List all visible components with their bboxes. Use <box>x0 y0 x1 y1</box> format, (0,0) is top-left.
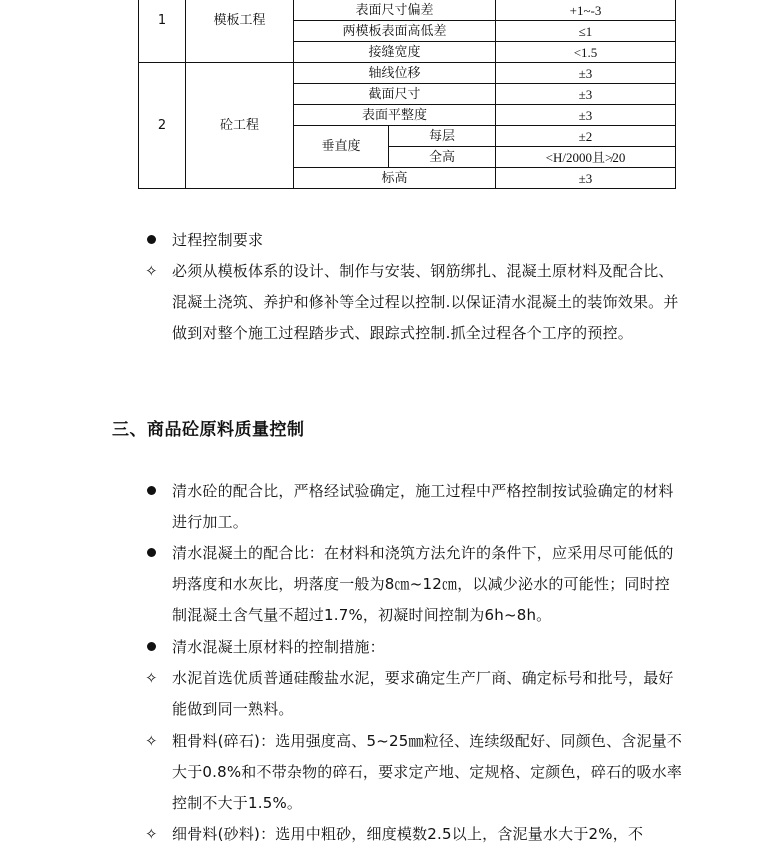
list-item <box>144 663 684 725</box>
tolerance-value: <1.5 <box>496 42 676 63</box>
list-item <box>144 819 684 850</box>
check-item: 表面尺寸偏差 <box>294 0 496 21</box>
list-item-text: 水泥首选优质普通硅酸盐水泥，要求确定生产厂商、确定标号和批号，最好能做到同一熟料。 <box>172 669 674 718</box>
section-heading: 三、商品砼原料质量控制 <box>112 420 305 440</box>
tolerance-table <box>138 0 676 189</box>
diamond-bullet-icon: ✧ <box>145 262 158 280</box>
check-subitem: 每层 <box>389 126 496 147</box>
list-item-text: 清水混凝土原材料的控制措施： <box>172 638 385 656</box>
check-item: 标高 <box>294 168 496 189</box>
check-item: 截面尺寸 <box>294 84 496 105</box>
process-body: 必须从模板体系的设计、制作与安装、钢筋绑扎、混凝土原材料及配合比、混凝土浇筑、养护和修补等全过程以控制.以保证清水混凝土的装饰效果。并做到对整个施工过程踏步式、跟踪式控制.抓全过程各个工序的预控。 <box>172 262 679 342</box>
tolerance-value: ±3 <box>496 105 676 126</box>
list-item <box>144 538 684 631</box>
tolerance-value: +1~-3 <box>496 0 676 21</box>
project-name: 砼工程 <box>186 63 294 189</box>
list-item-text: 清水砼的配合比，严格经试验确定，施工过程中严格控制按试验确定的材料进行加工。 <box>172 482 674 531</box>
check-item: 表面平整度 <box>294 105 496 126</box>
row-number: 1 <box>139 0 186 63</box>
check-item: 两模板表面高低差 <box>294 21 496 42</box>
list-item <box>144 632 684 663</box>
tolerance-value: ≤1 <box>496 21 676 42</box>
project-name: 模板工程 <box>186 0 294 63</box>
tolerance-value: ±3 <box>496 84 676 105</box>
table-row <box>139 63 676 84</box>
bullet-icon <box>144 632 164 663</box>
tolerance-value: <H/2000且≯20 <box>496 147 676 168</box>
diamond-bullet-icon: ✧ <box>145 732 158 750</box>
list-item-text: 粗骨料(碎石)：选用强度高、5~25㎜粒径、连续级配好、同颜色、含泥量不大于0.8%和不带杂物的碎石，要求定产地、定规格、定颜色，碎石的吸水率控制不大于1.5%。 <box>172 732 683 812</box>
bullet-icon <box>144 538 164 569</box>
check-item: 轴线位移 <box>294 63 496 84</box>
list-item <box>144 225 684 256</box>
list-item <box>144 726 684 819</box>
diamond-bullet-icon: ✧ <box>145 825 158 843</box>
list-item <box>144 256 684 349</box>
row-number: 2 <box>139 63 186 189</box>
list-item-text: 清水混凝土的配合比：在材料和浇筑方法允许的条件下，应采用尽可能低的坍落度和水灰比，坍落度一般为8㎝~12㎝，以减少泌水的可能性；同时控制混凝土含气量不超过1.7%，初凝时间控制为6h~8h。 <box>172 544 674 624</box>
bullet-icon <box>144 476 164 507</box>
process-title: 过程控制要求 <box>172 231 264 249</box>
tolerance-value: ±3 <box>496 168 676 189</box>
list-item-text: 细骨料(砂料)：选用中粗砂，细度模数2.5以上，含泥量水大于2%，不 <box>172 825 644 843</box>
check-item: 接缝宽度 <box>294 42 496 63</box>
bullet-icon <box>144 225 164 256</box>
tolerance-value: ±3 <box>496 63 676 84</box>
diamond-bullet-icon: ✧ <box>145 669 158 687</box>
list-item <box>144 476 684 538</box>
check-subitem: 全高 <box>389 147 496 168</box>
vertical-label: 垂直度 <box>294 126 389 168</box>
tolerance-value: ±2 <box>496 126 676 147</box>
